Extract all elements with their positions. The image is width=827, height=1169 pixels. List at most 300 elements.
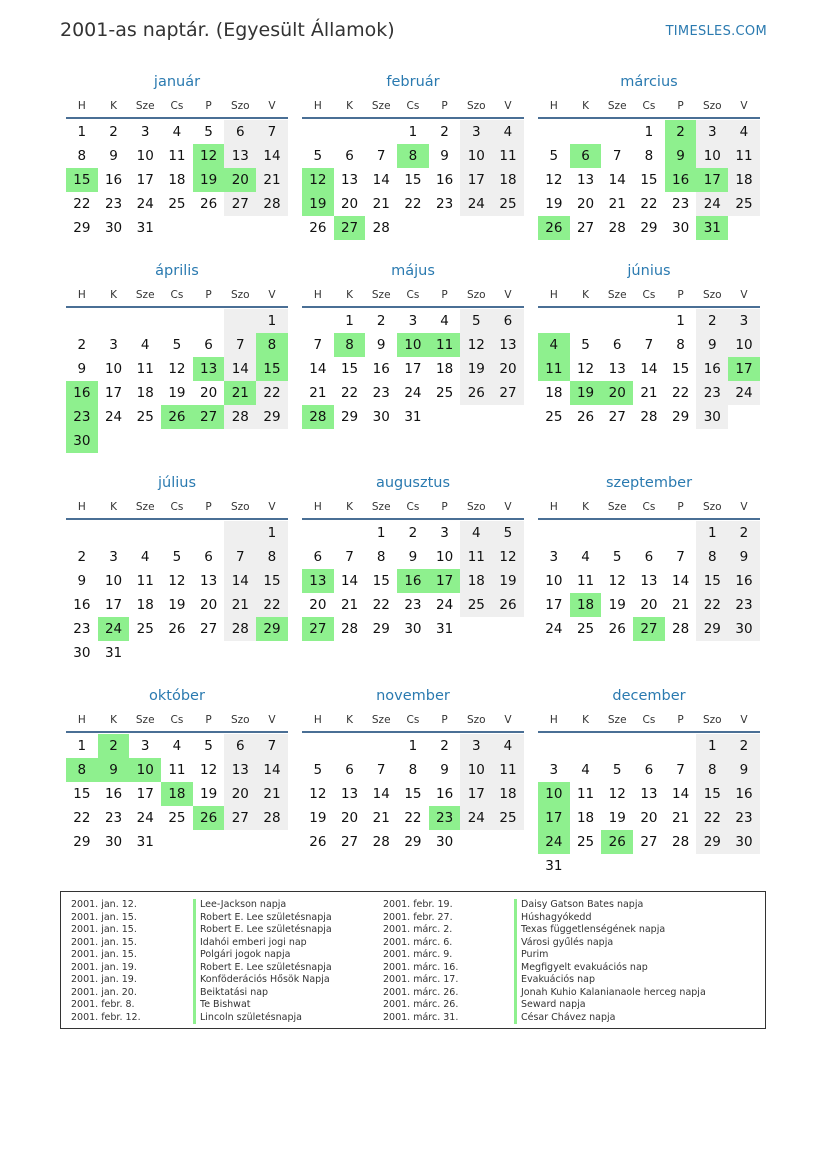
day-cell: 27 xyxy=(334,216,366,240)
month-name: augusztus xyxy=(375,475,451,491)
day-cell: 8 xyxy=(256,333,288,357)
empty-cell xyxy=(633,309,665,333)
day-cell: 24 xyxy=(404,385,422,401)
day-cell: 7 xyxy=(224,545,256,569)
holiday-name: Lee-Jackson napja xyxy=(193,899,332,912)
weekday-label: V xyxy=(504,289,512,301)
weekday-label: K xyxy=(346,100,353,112)
day-cell: 19 xyxy=(570,381,602,405)
weekday-label: H xyxy=(313,501,322,513)
empty-cell xyxy=(492,617,524,641)
day-cell: 2 xyxy=(77,549,87,565)
day-cell: 14 xyxy=(672,573,690,589)
weekday-label: K xyxy=(110,501,117,513)
day-cell: 22 xyxy=(640,196,658,212)
month-name: november xyxy=(376,688,450,704)
holiday-name: Robert E. Lee születésnapja xyxy=(193,912,332,925)
weekday-label: H xyxy=(77,501,86,513)
weekday-label: Cs xyxy=(642,714,656,726)
weekday-label: Cs xyxy=(642,100,656,112)
day-cell: 24 xyxy=(728,381,760,405)
day-cell: 26 xyxy=(200,196,218,212)
day-cell: 20 xyxy=(601,381,633,405)
day-grid xyxy=(66,521,288,665)
day-cell: 21 xyxy=(340,597,359,613)
day-cell: 2 xyxy=(665,120,697,144)
day-cell: 22 xyxy=(672,385,690,401)
day-cell: 5 xyxy=(460,309,492,333)
empty-cell xyxy=(429,216,461,240)
day-cell: 3 xyxy=(140,738,150,754)
day-cell: 22 xyxy=(404,810,422,826)
day-cell: 25 xyxy=(576,621,595,637)
day-cell: 20 xyxy=(200,597,218,613)
day-cell: 15 xyxy=(340,361,359,377)
day-cell: 16 xyxy=(73,597,91,613)
weekday-label: V xyxy=(268,289,276,301)
day-cell: 6 xyxy=(612,337,622,353)
day-cell: 1 xyxy=(77,738,87,754)
empty-cell xyxy=(492,830,524,854)
empty-cell xyxy=(161,216,193,240)
day-cell: 18 xyxy=(570,593,602,617)
empty-cell xyxy=(601,854,633,878)
weekday-header xyxy=(66,96,288,119)
holiday-date: 2001. jan. 15. xyxy=(71,936,137,948)
weekday-label: V xyxy=(740,501,748,513)
day-cell: 29 xyxy=(696,617,728,641)
day-cell: 19 xyxy=(608,597,626,613)
day-cell: 24 xyxy=(104,409,123,425)
day-cell: 30 xyxy=(672,220,690,236)
day-cell: 10 xyxy=(104,573,123,589)
holiday-name: Konföderációs Hősök Napja xyxy=(193,974,332,987)
weekday-label: K xyxy=(110,714,117,726)
day-cell: 4 xyxy=(728,120,760,144)
holiday-date: 2001. febr. 19. xyxy=(383,899,453,910)
day-cell: 28 xyxy=(372,220,390,236)
day-cell: 12 xyxy=(576,361,595,377)
day-cell: 20 xyxy=(640,597,658,613)
day-cell: 24 xyxy=(545,621,563,637)
day-cell: 15 xyxy=(640,172,658,188)
day-cell: 21 xyxy=(672,810,690,826)
day-cell: 14 xyxy=(256,144,288,168)
day-cell: 24 xyxy=(136,810,154,826)
day-cell: 30 xyxy=(372,409,390,425)
holiday-date: 2001. márc. 6. xyxy=(383,936,453,948)
weekday-header xyxy=(302,96,524,119)
empty-cell xyxy=(193,429,225,453)
day-cell: 22 xyxy=(372,597,390,613)
day-cell: 27 xyxy=(224,806,256,830)
month-calendar xyxy=(302,260,524,429)
day-cell: 2 xyxy=(728,734,760,758)
day-cell: 17 xyxy=(104,385,123,401)
empty-cell xyxy=(492,405,524,429)
day-grid xyxy=(538,521,760,641)
day-cell: 29 xyxy=(696,830,728,854)
empty-cell xyxy=(570,521,602,545)
day-cell: 25 xyxy=(492,192,524,216)
empty-cell xyxy=(129,429,161,453)
empty-cell xyxy=(728,854,760,878)
day-cell: 23 xyxy=(436,196,454,212)
day-cell: 15 xyxy=(256,357,288,381)
day-cell: 28 xyxy=(672,621,690,637)
day-cell: 9 xyxy=(109,148,118,164)
empty-cell xyxy=(66,521,98,545)
day-cell: 27 xyxy=(608,409,626,425)
month-calendar xyxy=(66,685,288,854)
day-cell: 21 xyxy=(672,597,690,613)
day-cell: 27 xyxy=(340,834,359,850)
day-cell: 18 xyxy=(545,385,563,401)
month-calendar xyxy=(538,260,760,429)
day-cell: 3 xyxy=(696,120,728,144)
day-cell: 31 xyxy=(136,834,154,850)
day-grid xyxy=(302,120,524,240)
empty-cell xyxy=(570,854,602,878)
day-cell: 12 xyxy=(545,172,563,188)
day-cell: 19 xyxy=(200,786,218,802)
holiday-name: Robert E. Lee születésnapja xyxy=(193,962,332,975)
day-cell: 1 xyxy=(696,521,728,545)
day-cell: 28 xyxy=(256,806,288,830)
day-cell: 13 xyxy=(640,573,658,589)
empty-cell xyxy=(601,120,633,144)
day-grid xyxy=(302,521,524,641)
day-cell: 6 xyxy=(345,148,354,164)
day-cell: 22 xyxy=(696,593,728,617)
empty-cell xyxy=(601,521,633,545)
weekday-label: K xyxy=(110,289,117,301)
holiday-name: Lincoln születésnapja xyxy=(193,1012,332,1025)
holiday-date: 2001. jan. 19. xyxy=(71,961,137,973)
day-cell: 8 xyxy=(696,545,728,569)
day-cell: 20 xyxy=(340,810,359,826)
holiday-name: Jonah Kuhio Kalanianaole herceg napja xyxy=(514,987,706,1000)
day-cell: 18 xyxy=(136,385,154,401)
day-cell: 26 xyxy=(193,806,225,830)
day-cell: 21 xyxy=(372,810,390,826)
weekday-label: Sze xyxy=(607,289,627,301)
empty-cell xyxy=(397,216,429,240)
weekday-label: Cs xyxy=(642,501,656,513)
day-cell: 10 xyxy=(397,333,429,357)
day-cell: 15 xyxy=(696,782,728,806)
weekday-label: Sze xyxy=(371,714,391,726)
empty-cell xyxy=(728,216,760,240)
holiday-date: 2001. márc. 31. xyxy=(383,1011,459,1023)
empty-cell xyxy=(224,216,256,240)
weekday-label: Cs xyxy=(170,289,184,301)
weekday-header xyxy=(302,710,524,733)
day-cell: 31 xyxy=(436,621,454,637)
day-cell: 11 xyxy=(168,762,186,778)
month-calendar xyxy=(302,472,524,641)
day-cell: 9 xyxy=(665,144,697,168)
month-name: június xyxy=(627,263,671,279)
day-cell: 1 xyxy=(408,124,418,140)
month-name: április xyxy=(155,263,199,279)
day-cell: 23 xyxy=(429,806,461,830)
day-cell: 18 xyxy=(576,810,595,826)
day-cell: 11 xyxy=(576,573,595,589)
weekday-label: V xyxy=(268,714,276,726)
weekday-label: V xyxy=(504,501,512,513)
day-cell: 30 xyxy=(104,220,123,236)
day-cell: 9 xyxy=(728,758,760,782)
day-cell: 3 xyxy=(440,525,449,541)
day-cell: 2 xyxy=(109,124,118,140)
weekday-label: P xyxy=(205,100,212,112)
day-grid xyxy=(538,309,760,429)
empty-cell xyxy=(256,830,288,854)
holiday-date: 2001. febr. 27. xyxy=(383,911,453,923)
day-cell: 2 xyxy=(408,525,418,541)
day-cell: 7 xyxy=(676,549,685,565)
day-cell: 20 xyxy=(576,196,595,212)
day-cell: 21 xyxy=(256,782,288,806)
weekday-label: Cs xyxy=(406,714,420,726)
weekday-label: Szo xyxy=(466,289,486,301)
day-cell: 5 xyxy=(612,762,622,778)
empty-cell xyxy=(224,429,256,453)
day-cell: 26 xyxy=(492,593,524,617)
day-cell: 9 xyxy=(77,361,87,377)
empty-cell xyxy=(492,216,524,240)
day-cell: 29 xyxy=(256,617,288,641)
month-calendar xyxy=(538,685,760,878)
day-cell: 1 xyxy=(256,309,288,333)
day-cell: 25 xyxy=(436,385,454,401)
holiday-date: 2001. jan. 15. xyxy=(71,949,137,960)
empty-cell xyxy=(570,734,602,758)
weekday-label: K xyxy=(582,714,589,726)
day-cell: 14 xyxy=(340,573,359,589)
empty-cell xyxy=(365,734,397,758)
weekday-label: K xyxy=(110,100,117,112)
day-cell: 18 xyxy=(161,782,193,806)
day-cell: 11 xyxy=(136,361,154,377)
weekday-header xyxy=(538,96,760,119)
day-cell: 21 xyxy=(309,385,327,401)
day-cell: 8 xyxy=(696,758,728,782)
empty-cell xyxy=(302,521,334,545)
day-cell: 5 xyxy=(204,124,213,140)
day-cell: 7 xyxy=(256,734,288,758)
day-cell: 26 xyxy=(309,834,327,850)
day-cell: 25 xyxy=(545,409,563,425)
day-cell: 3 xyxy=(140,124,150,140)
empty-cell xyxy=(256,429,288,453)
empty-cell xyxy=(129,641,161,665)
day-cell: 5 xyxy=(313,762,323,778)
day-cell: 16 xyxy=(728,782,760,806)
day-cell: 13 xyxy=(224,758,256,782)
day-cell: 30 xyxy=(728,617,760,641)
weekday-label: Szo xyxy=(230,714,250,726)
day-cell: 4 xyxy=(172,124,182,140)
day-cell: 6 xyxy=(224,120,256,144)
day-cell: 10 xyxy=(436,549,454,565)
weekday-label: Sze xyxy=(371,100,391,112)
holiday-list xyxy=(60,891,766,1029)
holiday-name: Megfigyelt evakuációs nap xyxy=(514,962,706,975)
day-cell: 27 xyxy=(576,220,595,236)
day-cell: 3 xyxy=(109,337,118,353)
weekday-label: P xyxy=(677,289,684,301)
day-cell: 25 xyxy=(576,834,595,850)
day-cell: 28 xyxy=(302,405,334,429)
day-cell: 9 xyxy=(77,573,87,589)
empty-cell xyxy=(224,830,256,854)
empty-cell xyxy=(696,854,728,878)
day-cell: 6 xyxy=(345,762,354,778)
empty-cell xyxy=(665,734,697,758)
day-cell: 12 xyxy=(460,333,492,357)
empty-cell xyxy=(334,120,366,144)
day-cell: 11 xyxy=(168,148,186,164)
day-cell: 4 xyxy=(460,521,492,545)
day-cell: 7 xyxy=(224,333,256,357)
empty-cell xyxy=(98,429,130,453)
day-cell: 23 xyxy=(696,381,728,405)
empty-cell xyxy=(570,309,602,333)
empty-cell xyxy=(460,830,492,854)
weekday-label: Sze xyxy=(607,501,627,513)
day-cell: 30 xyxy=(728,830,760,854)
day-cell: 18 xyxy=(136,597,154,613)
weekday-label: K xyxy=(582,289,589,301)
empty-cell xyxy=(334,734,366,758)
weekday-label: P xyxy=(677,501,684,513)
day-cell: 5 xyxy=(492,521,524,545)
weekday-label: P xyxy=(205,501,212,513)
day-cell: 12 xyxy=(168,361,186,377)
month-calendar xyxy=(66,260,288,453)
empty-cell xyxy=(302,309,334,333)
day-grid xyxy=(538,120,760,240)
day-cell: 28 xyxy=(224,405,256,429)
day-cell: 12 xyxy=(492,545,524,569)
day-cell: 25 xyxy=(136,409,154,425)
empty-cell xyxy=(98,521,130,545)
day-cell: 17 xyxy=(696,168,728,192)
day-cell: 15 xyxy=(696,569,728,593)
weekday-label: H xyxy=(549,714,558,726)
day-grid xyxy=(66,120,288,240)
day-cell: 13 xyxy=(224,144,256,168)
month-calendar xyxy=(66,472,288,665)
empty-cell xyxy=(460,216,492,240)
day-cell: 7 xyxy=(676,762,685,778)
day-cell: 6 xyxy=(313,549,323,565)
holiday-date: 2001. jan. 19. xyxy=(71,974,137,985)
day-cell: 23 xyxy=(404,597,422,613)
day-cell: 22 xyxy=(73,196,91,212)
day-cell: 7 xyxy=(256,120,288,144)
day-cell: 29 xyxy=(640,220,658,236)
day-cell: 13 xyxy=(640,786,658,802)
empty-cell xyxy=(460,617,492,641)
day-grid xyxy=(302,309,524,429)
day-cell: 28 xyxy=(640,409,658,425)
holiday-name: Texas függetlenségének napja xyxy=(514,924,706,937)
day-cell: 3 xyxy=(549,762,559,778)
empty-cell xyxy=(601,309,633,333)
day-cell: 13 xyxy=(200,573,218,589)
weekday-header xyxy=(538,285,760,308)
day-cell: 3 xyxy=(460,734,492,758)
holiday-name: Polgári jogok napja xyxy=(193,949,332,962)
empty-cell xyxy=(66,309,98,333)
day-cell: 14 xyxy=(224,569,256,593)
holiday-date: 2001. márc. 9. xyxy=(383,949,453,960)
day-cell: 5 xyxy=(172,337,182,353)
empty-cell xyxy=(460,405,492,429)
day-cell: 8 xyxy=(66,758,98,782)
brand-link[interactable]: TIMESLES.COM xyxy=(665,24,767,39)
day-cell: 19 xyxy=(309,810,327,826)
day-cell: 2 xyxy=(376,313,386,329)
weekday-label: V xyxy=(740,289,748,301)
day-cell: 23 xyxy=(728,806,760,830)
holiday-date: 2001. jan. 20. xyxy=(71,986,137,998)
day-cell: 16 xyxy=(104,172,123,188)
day-cell: 10 xyxy=(538,782,570,806)
day-cell: 22 xyxy=(404,196,422,212)
day-cell: 22 xyxy=(340,385,359,401)
day-cell: 16 xyxy=(372,361,390,377)
empty-cell xyxy=(161,830,193,854)
month-calendar xyxy=(302,71,524,240)
day-cell: 14 xyxy=(309,361,327,377)
day-cell: 25 xyxy=(168,196,186,212)
day-cell: 1 xyxy=(696,734,728,758)
weekday-label: P xyxy=(205,714,212,726)
day-cell: 25 xyxy=(460,593,492,617)
day-cell: 12 xyxy=(309,786,327,802)
day-cell: 2 xyxy=(440,124,449,140)
day-cell: 15 xyxy=(372,573,390,589)
day-cell: 24 xyxy=(436,597,454,613)
holiday-date: 2001. márc. 26. xyxy=(383,986,459,998)
month-calendar xyxy=(66,71,288,240)
day-cell: 28 xyxy=(256,192,288,216)
empty-cell xyxy=(633,521,665,545)
weekday-header xyxy=(538,710,760,733)
day-cell: 7 xyxy=(345,549,354,565)
day-cell: 6 xyxy=(644,762,654,778)
day-cell: 11 xyxy=(576,786,595,802)
day-cell: 7 xyxy=(612,148,622,164)
empty-cell xyxy=(193,641,225,665)
holiday-name: Seward napja xyxy=(514,999,706,1012)
day-cell: 6 xyxy=(570,144,602,168)
empty-cell xyxy=(302,120,334,144)
holiday-name: Evakuációs nap xyxy=(514,974,706,987)
day-cell: 1 xyxy=(256,521,288,545)
empty-cell xyxy=(224,641,256,665)
day-cell: 12 xyxy=(608,573,626,589)
day-cell: 27 xyxy=(193,405,225,429)
day-cell: 15 xyxy=(66,168,98,192)
day-cell: 12 xyxy=(200,762,218,778)
day-cell: 13 xyxy=(193,357,225,381)
day-cell: 23 xyxy=(104,810,123,826)
